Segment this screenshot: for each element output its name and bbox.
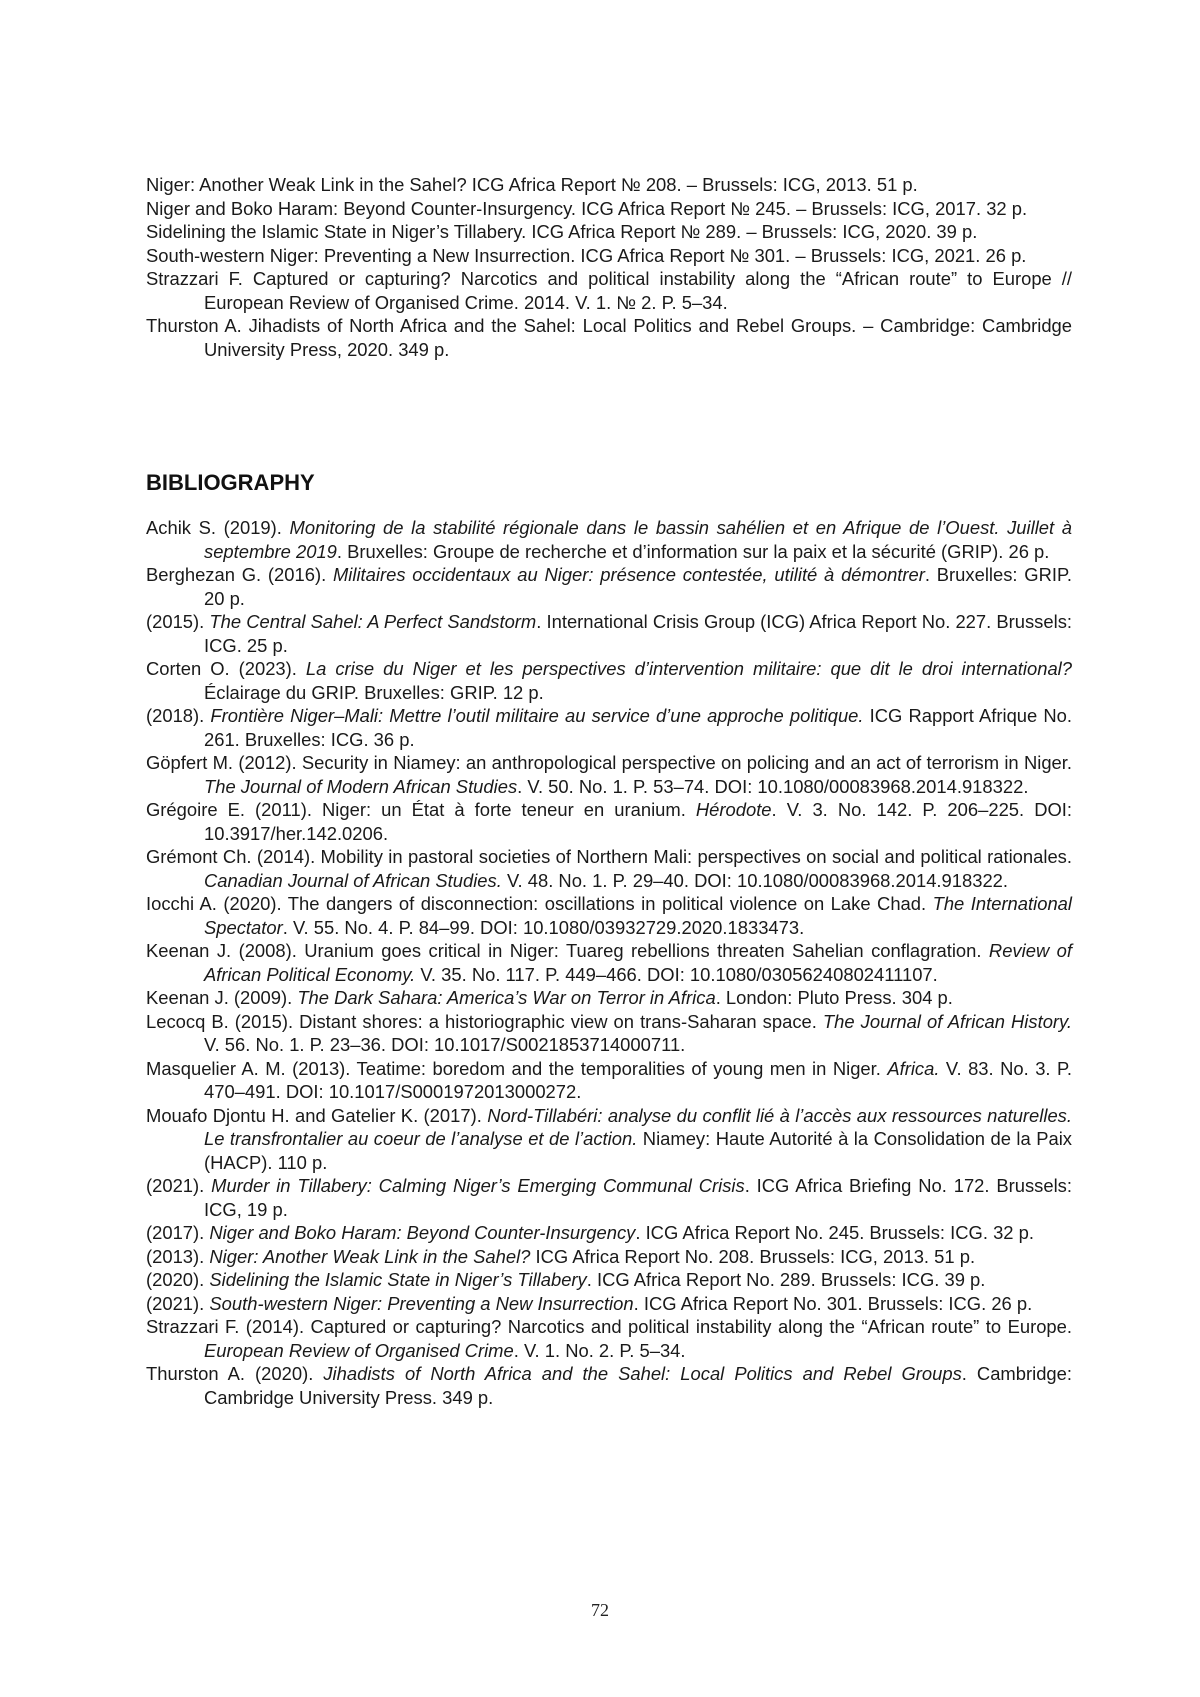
reference-entry <box>146 1292 1072 1316</box>
reference-text: Corten O. (2023). <box>146 658 306 679</box>
reference-text: Achik S. (2019). <box>146 517 290 538</box>
reference-title: Murder in Tillabery: Calming Niger’s Emerging Communal Crisis <box>211 1175 745 1196</box>
reference-text: Niamey: Haute Autorité à la Consolidation de la Paix (HACP). 110 p. <box>204 1128 1072 1173</box>
reference-text: Thurston A. (2020). <box>146 1363 324 1384</box>
reference-list-top <box>146 173 1072 361</box>
reference-title: The Dark Sahara: America’s War on Terror in Africa <box>297 987 716 1008</box>
reference-text: . ICG Africa Report No. 301. Brussels: ICG. 26 p. <box>633 1292 1033 1314</box>
reference-text: (2015). <box>146 611 210 632</box>
reference-title: Hérodote <box>695 799 772 820</box>
reference-entry <box>146 798 1072 845</box>
reference-title: Canadian Journal of African Studies. <box>204 869 502 891</box>
reference-text: . V. 1. No. 2. P. 5–34. <box>513 1339 686 1361</box>
reference-entry <box>146 657 1072 704</box>
reference-text: V. 35. No. 117. P. 449–466. DOI: 10.1080/03056240802411107. <box>415 963 938 985</box>
reference-text: . V. 3. No. 142. P. 206–225. DOI: 10.3917/her.142.0206. <box>204 799 1072 844</box>
reference-text: Grégoire E. (2011). Niger: un État à forte teneur en uranium. <box>146 799 696 820</box>
reference-entry <box>146 1057 1072 1104</box>
reference-text: . International Crisis Group (ICG) Africa Report No. 227. Brussels: ICG. 25 p. <box>204 611 1072 656</box>
reference-text: (2021). <box>146 1175 212 1196</box>
reference-entry <box>146 610 1072 657</box>
reference-text: . ICG Africa Report No. 245. Brussels: ICG. 32 p. <box>635 1222 1034 1243</box>
reference-text: (2018). <box>146 705 211 726</box>
reference-entry <box>146 267 1072 314</box>
reference-entry <box>146 244 1072 268</box>
reference-entry <box>146 563 1072 610</box>
reference-text: Keenan J. (2008). Uranium goes critical in Niger: Tuareg rebellions threaten Sahelian conflagration. <box>146 940 989 961</box>
reference-title: The Journal of Modern African Studies <box>204 775 518 797</box>
bibliography-heading: BIBLIOGRAPHY <box>146 470 315 495</box>
reference-text: Göpfert M. (2012). Security in Niamey: an anthropological perspective on policing and an act of terrorism in Niger. <box>146 752 1072 773</box>
reference-text: South-western Niger: Preventing a New Insurrection. ICG Africa Report № 301. – Brussels: ICG, 2021. 26 p. <box>146 244 1027 266</box>
reference-text: Grémont Ch. (2014). Mobility in pastoral societies of Northern Mali: perspectives on social and political rationales. <box>146 846 1072 867</box>
reference-entry <box>146 845 1072 892</box>
reference-entry <box>146 1315 1072 1362</box>
reference-entry <box>146 1362 1072 1409</box>
reference-title: Militaires occidentaux au Niger: présence contestée, utilité à démontrer <box>332 564 925 585</box>
reference-title: South-western Niger: Preventing a New Insurrection <box>209 1292 634 1314</box>
reference-title: European Review of Organised Crime <box>204 1339 514 1361</box>
reference-entry <box>146 220 1072 244</box>
reference-text: Niger and Boko Haram: Beyond Counter-Insurgency. ICG Africa Report № 245. – Brussels: ICG, 2017. 32 p. <box>146 197 1028 219</box>
reference-text: Strazzari F. Captured or capturing? Narcotics and political instability along the “African route” to Europe // European Review of Organised Crime. 2014. V. 1. № 2. P. 5–34. <box>146 268 1072 313</box>
reference-title: Monitoring de la stabilité régionale dans le bassin sahélien et en Afrique de l’Ouest. Juillet à septembre 2019 <box>204 517 1072 562</box>
reference-text: V. 56. No. 1. P. 23–36. DOI: 10.1017/S0021853714000711. <box>204 1034 686 1055</box>
reference-entry <box>146 939 1072 986</box>
reference-text: Keenan J. (2009). <box>146 987 298 1008</box>
page-number: 72 <box>591 1600 609 1620</box>
reference-entry <box>146 704 1072 751</box>
reference-title: Africa. <box>887 1057 940 1079</box>
reference-entry <box>146 1104 1072 1175</box>
reference-text: Sidelining the Islamic State in Niger’s Tillabery. ICG Africa Report № 289. – Brussels: ICG, 2020. 39 p. <box>146 221 978 242</box>
reference-text: (2013). <box>146 1245 210 1267</box>
reference-text: . ICG Africa Report No. 289. Brussels: ICG. 39 p. <box>586 1269 986 1290</box>
reference-title: Niger and Boko Haram: Beyond Counter-Insurgency <box>209 1222 636 1243</box>
reference-text: V. 48. No. 1. P. 29–40. DOI: 10.1080/00083968.2014.918322. <box>501 869 1009 891</box>
reference-title: Frontière Niger–Mali: Mettre l’outil militaire au service d’une approche politique. <box>210 705 864 726</box>
reference-title: Nord-Tillabéri: analyse du conflit lié à l’accès aux ressources naturelles. Le transfrontalier au coeur de l’analyse et de l’action. <box>204 1104 1072 1149</box>
reference-text: (2017). <box>146 1222 210 1243</box>
reference-entry <box>146 197 1072 221</box>
reference-text: . Bruxelles: Groupe de recherche et d’information sur la paix et la sécurité (GRIP). 26 p. <box>336 540 1050 562</box>
reference-text: . ICG Africa Briefing No. 172. Brussels: ICG, 19 p. <box>204 1175 1072 1220</box>
reference-entry <box>146 1221 1072 1245</box>
reference-title: The International Spectator <box>204 893 1072 938</box>
reference-title: The Journal of African History. <box>822 1010 1072 1032</box>
reference-text: Thurston A. Jihadists of North Africa and the Sahel: Local Politics and Rebel Groups. – Cambridge: Cambridge University Press, 2020. 349 p. <box>146 315 1072 360</box>
reference-title: Jihadists of North Africa and the Sahel: Local Politics and Rebel Groups <box>323 1363 962 1384</box>
reference-entry <box>146 314 1072 361</box>
reference-text: (2021). <box>146 1292 210 1314</box>
reference-text: V. 83. No. 3. P. 470–491. DOI: 10.1017/S0001972013000272. <box>204 1057 1072 1102</box>
reference-text: Strazzari F. (2014). Captured or capturing? Narcotics and political instability along the “African route” to Europe. <box>146 1316 1072 1337</box>
reference-text: . Bruxelles: GRIP. 20 p. <box>204 564 1072 609</box>
reference-text: ICG Africa Report No. 208. Brussels: ICG, 2013. 51 p. <box>530 1245 976 1267</box>
reference-text: (2020). <box>146 1269 210 1290</box>
reference-entry <box>146 986 1072 1010</box>
reference-entry <box>146 1174 1072 1221</box>
reference-text: Masquelier A. M. (2013). Teatime: boredom and the temporalities of young men in Niger. <box>146 1057 888 1079</box>
reference-entry <box>146 1010 1072 1057</box>
reference-title: The Central Sahel: A Perfect Sandstorm <box>209 611 537 632</box>
reference-entry <box>146 1268 1072 1292</box>
reference-entry <box>146 516 1072 563</box>
reference-entry <box>146 892 1072 939</box>
reference-entry <box>146 1245 1072 1269</box>
reference-title: Review of African Political Economy. <box>204 940 1072 985</box>
reference-entry <box>146 751 1072 798</box>
reference-text: . V. 50. No. 1. P. 53–74. DOI: 10.1080/00083968.2014.918322. <box>517 775 1029 797</box>
reference-text: Iocchi A. (2020). The dangers of disconnection: oscillations in political violence on Lake Chad. <box>146 893 933 914</box>
reference-text: . V. 55. No. 4. P. 84–99. DOI: 10.1080/03932729.2020.1833473. <box>282 916 805 938</box>
reference-text: . Cambridge: Cambridge University Press. 349 p. <box>204 1363 1072 1408</box>
reference-text: Berghezan G. (2016). <box>146 564 333 585</box>
reference-entry <box>146 173 1072 197</box>
reference-text: . London: Pluto Press. 304 p. <box>715 987 953 1008</box>
reference-text: Lecocq B. (2015). Distant shores: a historiographic view on trans-Saharan space. <box>146 1010 823 1032</box>
reference-text: Niger: Another Weak Link in the Sahel? ICG Africa Report № 208. – Brussels: ICG, 2013. 51 p. <box>146 174 918 195</box>
reference-text: ICG Rapport Afrique No. 261. Bruxelles: ICG. 36 p. <box>204 705 1073 750</box>
reference-title: Sidelining the Islamic State in Niger’s Tillabery <box>209 1269 587 1290</box>
reference-title: La crise du Niger et les perspectives d’intervention militaire: que dit le droi international? <box>305 658 1072 679</box>
reference-text: Mouafo Djontu H. and Gatelier K. (2017). <box>146 1104 488 1126</box>
reference-text: Éclairage du GRIP. Bruxelles: GRIP. 12 p. <box>204 681 544 703</box>
reference-title: Niger: Another Weak Link in the Sahel? <box>209 1245 531 1267</box>
bibliography-list <box>146 516 1072 1409</box>
